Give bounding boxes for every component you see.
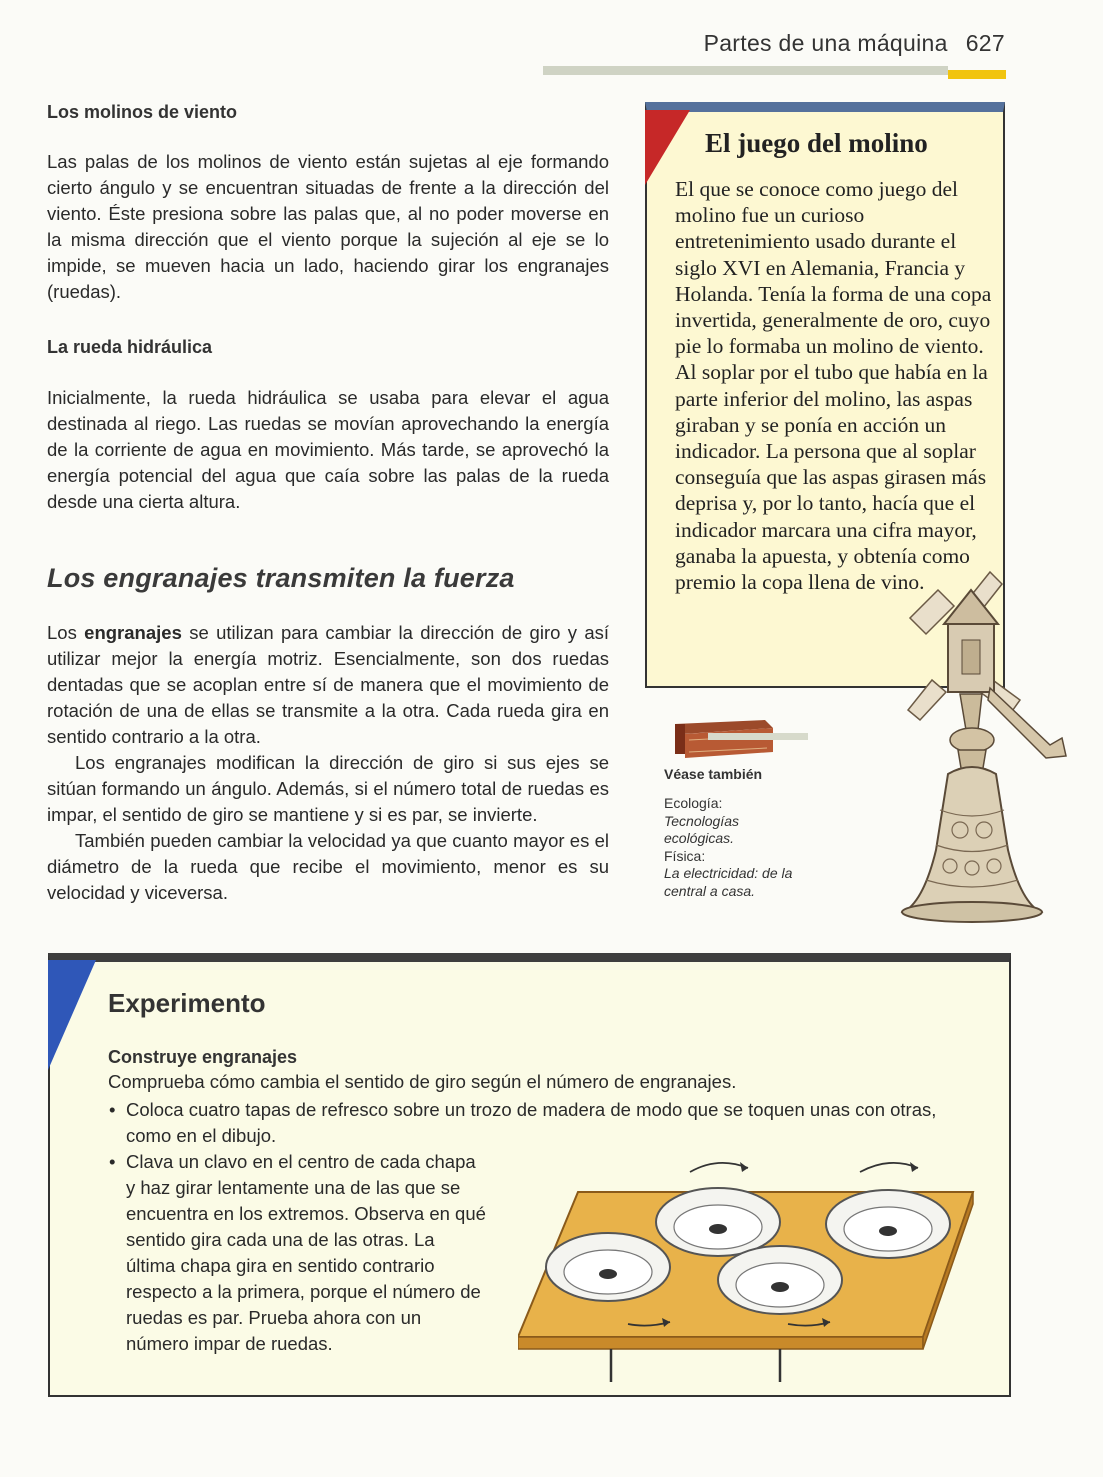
molinos-subheading: Los molinos de viento <box>47 102 238 122</box>
sidebar-title: El juego del molino <box>705 128 928 158</box>
rueda-subheading: La rueda hidráulica <box>47 337 213 357</box>
engranajes-p3: También pueden cambiar la velocidad ya que cuanto mayor es el diámetro de la rueda que recibe el movimiento, menor es su velocidad y viceversa. <box>47 830 609 903</box>
see-also-list <box>664 795 794 900</box>
running-header <box>704 30 1005 57</box>
molinos-paragraph <box>47 149 609 305</box>
see-also-rule <box>708 733 808 740</box>
experiment-subtitle: Construye engranajes <box>108 1047 298 1067</box>
engranajes-p1 <box>47 620 609 750</box>
p1-pre: Los <box>47 622 85 643</box>
section-heading: Los engranajes transmiten la fuerza <box>47 563 515 593</box>
molinos-text: Las palas de los molinos de viento están sujetas al eje formando cierto ángulo y se encuentran situadas de frente a la dirección del viento. Éste presiona sobre las palas que, al no poder moverse en la misma dirección que el viento porque la sujeción al eje se lo impide, se mueven hacia un lado, haciendo girar los engranajes (ruedas). <box>47 151 609 302</box>
see-also-subject: Ecología: <box>664 795 723 811</box>
rueda-text: Inicialmente, la rueda hidráulica se usaba para elevar el agua destinada al riego. Las ruedas se movían aprovechando la energía de la corriente de agua en movimiento. Más tarde, se aprovechó la energía potencial del agua que caía sobre las palas de la rueda desde una cierta altura. <box>47 387 609 512</box>
bullet-dot: • <box>109 1099 116 1120</box>
experiment-corner-triangle <box>48 960 96 1070</box>
sidebar-corner-triangle <box>645 110 690 185</box>
page-number: 627 <box>965 30 1005 56</box>
section-title: Partes de una máquina <box>703 30 948 56</box>
bullet-text: Coloca cuatro tapas de refresco sobre un trozo de madera de modo que se toquen unas con otras, como en el dibujo. <box>126 1099 937 1146</box>
rueda-paragraph <box>47 385 609 515</box>
experiment-bullet <box>109 1149 486 1357</box>
engranajes-paragraphs <box>47 620 609 906</box>
p1-post: se utilizan para cambiar la dirección de giro y así utilizar mejor la energía motriz. Esencialmente, son dos ruedas dentadas que se acoplan entre sí de manera que el movimiento de rotación de una de ellas se transmite a la otra. Cada rueda gira en sentido contrario a la otra. <box>47 622 610 747</box>
engranajes-p2: Los engranajes modifican la dirección de giro si sus ejes se sitúan formando un ángulo. Además, si el número total de ruedas es impar, el sentido de giro se mantiene y si es par, se invierte. <box>47 752 609 825</box>
experiment-box <box>48 953 1011 1397</box>
header-rule <box>543 66 948 75</box>
see-also-title: Véase también <box>664 766 763 782</box>
experiment-title: Experimento <box>108 988 266 1018</box>
term-engranajes: engranajes <box>84 622 182 643</box>
bottle-caps-illustration <box>518 1152 988 1387</box>
see-also-link[interactable]: La electricidad: de la central a casa. <box>664 865 793 899</box>
header-accent-bar <box>948 70 1006 79</box>
experiment-intro: Comprueba cómo cambia el sentido de giro según el número de engranajes. <box>108 1071 737 1092</box>
see-also-subject: Física: <box>664 847 706 864</box>
bullet-text: Clava un clavo en el centro de cada chapa y haz girar lentamente una de las que se encuentra en los extremos. Observa en qué sentido gira cada una de las otras. La última chapa gira en sentido contrario respecto a la primera, porque el número de ruedas es par. Prueba ahora con un número impar de ruedas. <box>126 1151 486 1354</box>
sidebar-text: El que se conoce como juego del molino fue un curioso entretenimiento usado durante el siglo XVI en Alemania, Francia y Holanda. Tenía la forma de una copa invertida, generalmente de oro, cuyo pie lo formaba un molino de viento. Al soplar por el tubo que había en la parte inferior del molino, las aspas giraban y se ponía en acción un indicador. La persona que al soplar conseguía que las aspas girasen más deprisa y, por lo tanto, hacía que el indicador marcara una cifra mayor, ganaba la apuesta, y obtenía como premio la copa llena de vino. <box>675 177 992 595</box>
windmill-goblet-illustration <box>870 560 1080 935</box>
bullet-dot: • <box>109 1151 116 1172</box>
experiment-bullet <box>109 1097 976 1149</box>
see-also-link[interactable]: Tecnologías ecológicas. <box>664 812 739 846</box>
